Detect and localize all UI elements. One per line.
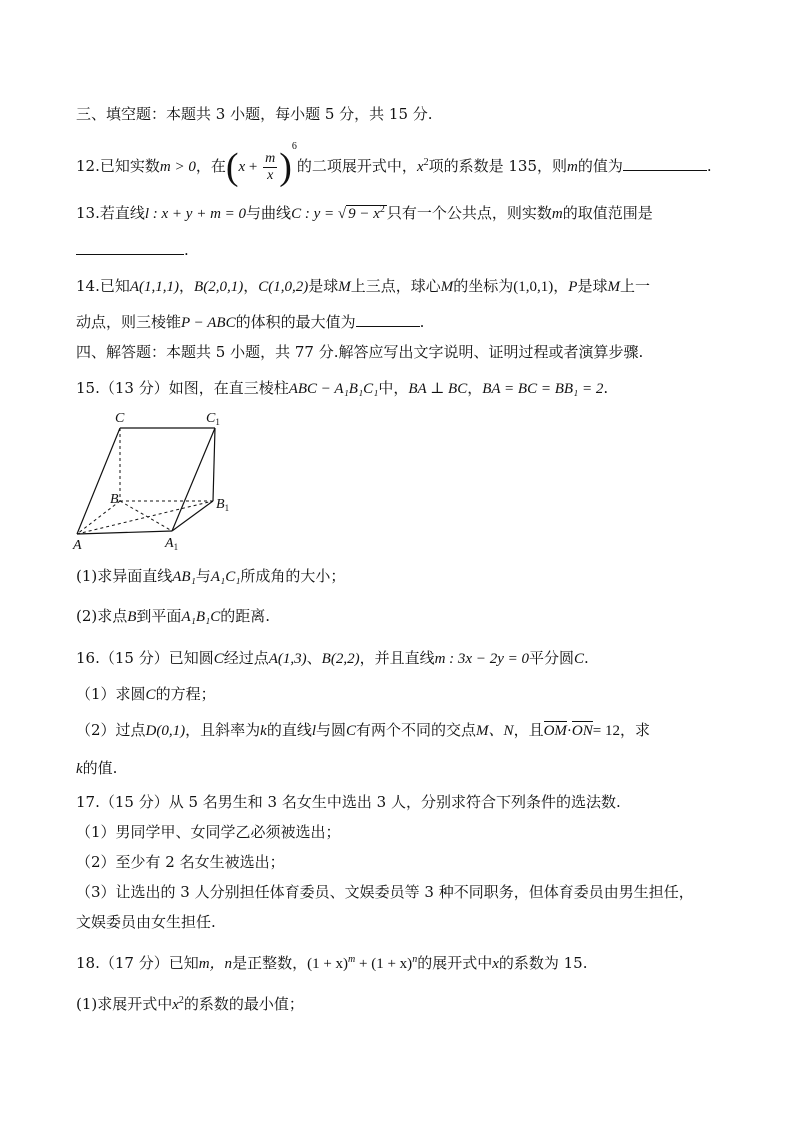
question-13: 13.若直线l : x + y + m = 0与曲线C : y = √ $9 - x^2$ 只有一个公共点，则实数m的取值范围是	[76, 204, 653, 222]
vector-om: OM	[543, 723, 567, 739]
hidden-edge-a-b1	[77, 501, 213, 534]
section-3-heading: 三、填空题：本题共 3 小题，每小题 5 分，共 15 分.	[76, 105, 433, 123]
label-a1: $A_1$	[165, 536, 179, 552]
edge-c1-b1	[213, 428, 215, 501]
question-16-part-1: （1）求圆C的方程；	[76, 685, 216, 703]
prism-figure	[70, 408, 240, 553]
edge-c-a	[77, 428, 120, 534]
question-12: 12.已知实数m > 0，在(x + $\frac{m}{x}$ )$^6$的二项展开式中，$x^2$项的系数是 135，则m的值为 .	[76, 141, 712, 188]
fraction-m-over-x: $\frac{m}{x}$	[265, 150, 276, 183]
question-16-part-2-line-2: k的值.	[76, 759, 118, 777]
answer-blank-14[interactable]	[356, 312, 420, 327]
question-17-part-2: （2）至少有 2 名女生被选出；	[76, 853, 285, 871]
question-17-part-3-line-2: 文娱委员由女生担任.	[76, 913, 216, 931]
section-4-heading: 四、解答题：本题共 5 小题，共 77 分.解答应写出文字说明、证明过程或者演算步骤.	[76, 343, 644, 361]
question-17: 17.（15 分）从 5 名男生和 3 名女生中选出 3 人，分别求符合下列条件的选法数.	[76, 793, 621, 811]
label-b: B	[110, 492, 119, 507]
edge-a-a1	[77, 531, 172, 534]
question-17-part-3: （3）让选出的 3 人分别担任体育委员、文娱委员等 3 种不同职务，但体育委员由男生担任，	[76, 883, 694, 901]
question-15: 15.（13 分）如图，在直三棱柱ABC − A₁B₁C₁中，BA ⊥ BC，BA = BC = BB₁ = 2.	[76, 379, 609, 397]
question-15-part-2: (2)求点B到平面A₁B₁C的距离.	[76, 607, 270, 625]
label-c1: $C_1$	[206, 411, 220, 427]
vector-on: ON	[571, 723, 593, 739]
label-c: C	[115, 411, 125, 426]
question-18-part-1: (1)求展开式中$x^2$的系数的最小值；	[76, 995, 304, 1013]
question-18: 18.（17 分）已知m，n是正整数，$(1 + x)^m + (1 + x)^n$的展开式中x的系数为 15.	[76, 954, 588, 972]
question-14: 14.已知A(1,1,1)，B(2,0,1)，C(1,0,2)是球M上三点，球心M的坐标为(1,0,1)，P是球M上一	[76, 277, 650, 295]
answer-blank-12[interactable]	[623, 156, 707, 171]
question-13-blank-line: .	[76, 240, 189, 260]
question-17-part-1: （1）男同学甲、女同学乙必须被选出；	[76, 823, 341, 841]
label-a: A	[73, 538, 82, 553]
answer-blank-13[interactable]	[76, 240, 184, 255]
question-16-part-2: （2）过点D(0,1)，且斜率为k的直线l与圆C有两个不同的交点M、N，且OM·ON= 12，求	[76, 721, 650, 739]
question-14-line-2: 动点，则三棱锥P − ABC的体积的最大值为 .	[76, 313, 425, 331]
question-16: 16.（15 分）已知圆C经过点A(1,3)、B(2,2)，并且直线m : 3x − 2y = 0平分圆C.	[76, 649, 589, 667]
question-15-part-1: (1)求异面直线AB₁与A₁C₁所成角的大小；	[76, 567, 346, 585]
hidden-edge-b-a1	[120, 501, 172, 531]
label-b1: $B_1$	[216, 497, 230, 513]
